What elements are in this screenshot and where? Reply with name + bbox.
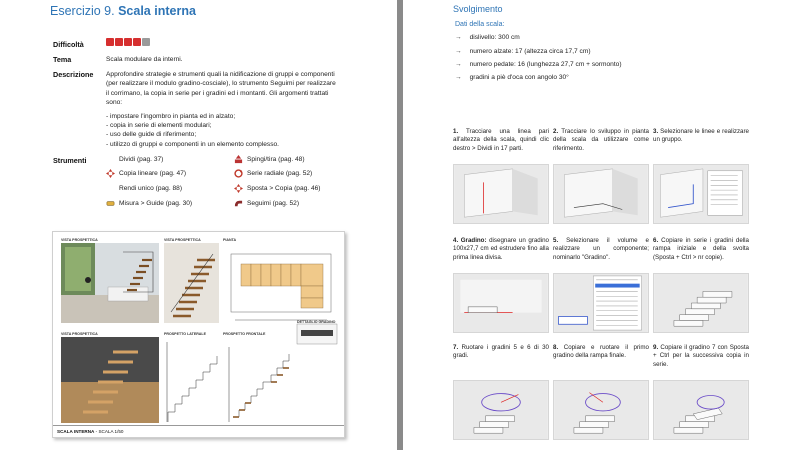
- descrizione-text: [106, 70, 366, 149]
- step-description: Selezionare le linee e realizzare un gruppo.: [653, 128, 749, 144]
- step-text: [653, 237, 749, 273]
- tool-label: Serie radiale (pag. 52): [247, 170, 313, 177]
- divide-icon: [106, 155, 115, 164]
- tema-label: Tema: [53, 55, 72, 64]
- difficulty-icon: [124, 38, 132, 46]
- descrizione-line: sono:: [106, 99, 123, 107]
- panel-label: PROSPETTO FRONTALE: [223, 332, 266, 336]
- step-text: [553, 344, 649, 380]
- tool-label: Seguimi (pag. 52): [247, 200, 300, 207]
- step-number: 8.: [553, 344, 559, 351]
- drawing-footer: [53, 425, 344, 437]
- rotate-icon: [234, 169, 243, 178]
- descrizione-line: il corrimano, la copia in serie per i gradini ed i montanti. Gli argomenti trattati: [106, 89, 329, 97]
- step-number: 9.: [653, 344, 659, 351]
- panel-label: DETTAGLIO GRADINO: [297, 320, 336, 324]
- step-description: Copiare e ruotare il primo gradino della rampa finale.: [553, 344, 649, 360]
- tool-dividi: [106, 155, 163, 164]
- step-8: [553, 344, 649, 440]
- right-page: [403, 0, 800, 450]
- make-unique-icon: [106, 184, 115, 193]
- tool-label: Dividi (pag. 37): [119, 156, 164, 163]
- drawing-artwork: [53, 232, 346, 426]
- tool-rendi-unico: [106, 184, 182, 193]
- step-number: 7.: [453, 344, 459, 351]
- tool-label: Spingi/tira (pag. 48): [247, 156, 305, 163]
- step-text: [553, 237, 649, 273]
- tool-label: Misura > Guide (pag. 30): [119, 200, 193, 207]
- drawing-footer-title: SCALA INTERNA: [57, 429, 95, 434]
- step-text: [553, 128, 649, 164]
- descrizione-line: - impostare l'ingombro in pianta ed in alzato;: [106, 112, 236, 120]
- step-screenshot: [453, 380, 549, 440]
- stair-drawing-sheet: [52, 231, 345, 438]
- exercise-title: [50, 4, 196, 18]
- exercise-number: Esercizio 9.: [50, 4, 115, 18]
- tool-label: Sposta > Copia (pag. 46): [247, 185, 321, 192]
- data-text: numero alzate: 17 (altezza circa 17,7 cm): [469, 48, 591, 55]
- difficulty-icon: [133, 38, 141, 46]
- step-description: Copiare in serie i gradini della rampa iniziale e della svolta (Sposta + Ctrl > nr copie).: [653, 237, 749, 261]
- step-text: [453, 128, 549, 164]
- step-description: Tracciare lo sviluppo in pianta della scala da utilizzare come riferimento.: [553, 128, 649, 152]
- tema-text: Scala modulare da interni.: [106, 56, 183, 63]
- step-screenshot: [653, 164, 749, 224]
- step-1: [453, 128, 549, 224]
- difficulty-icon: [115, 38, 123, 46]
- panel-label: VISTA PROSPETTICA: [61, 238, 98, 242]
- svolgimento-title: Svolgimento: [453, 4, 503, 14]
- step-5: [553, 237, 649, 333]
- step-number: 2.: [553, 128, 559, 135]
- strumenti-label: Strumenti: [53, 156, 87, 165]
- panel-label: VISTA PROSPETTICA: [61, 332, 98, 336]
- data-line: [455, 48, 591, 55]
- tool-sposta-copia: [234, 184, 321, 193]
- exercise-name: Scala interna: [118, 4, 196, 18]
- step-screenshot: [653, 380, 749, 440]
- step-text: [653, 128, 749, 164]
- dati-label: Dati della scala:: [455, 21, 505, 28]
- data-text: gradini a piè d'oca con angolo 30°: [469, 74, 569, 81]
- step-screenshot: [553, 273, 649, 333]
- tool-seguimi: [234, 199, 299, 208]
- arrow-icon: →: [455, 74, 462, 81]
- step-7: [453, 344, 549, 440]
- data-line: [455, 34, 520, 41]
- descrizione-line: - uso delle guide di riferimento;: [106, 131, 197, 139]
- step-text: [453, 237, 549, 273]
- step-screenshot: [453, 164, 549, 224]
- arrow-icon: →: [455, 48, 462, 55]
- difficulty-icon: [106, 38, 114, 46]
- data-text: dislivello: 300 cm: [469, 34, 520, 41]
- difficulty-icon-empty: [142, 38, 150, 46]
- panel-label: PROSPETTO LATERALE: [164, 332, 206, 336]
- step-description: Tracciare una linea pari all'altezza della scala, quindi clic destro > Dividi in 17 parti.: [453, 128, 549, 152]
- arrow-icon: →: [455, 34, 462, 41]
- step-screenshot: [553, 164, 649, 224]
- difficolta-label: Difficoltà: [53, 40, 84, 49]
- step-screenshot: [453, 273, 549, 333]
- data-line: [455, 61, 622, 68]
- step-description: Selezionare il volume e realizzare un componente; nominarlo "Gradino".: [553, 237, 649, 261]
- drawing-footer-scale: - SCALA 1/50: [94, 429, 124, 434]
- tool-serie-radiale: [234, 169, 312, 178]
- step-4: [453, 237, 549, 333]
- descrizione-label: Descrizione: [53, 70, 94, 79]
- step-description: disegnare un gradino 100x27,7 cm ed estrudere fino alla prima linea divisa.: [453, 237, 549, 261]
- data-line: [455, 74, 569, 81]
- move-icon: [234, 184, 243, 193]
- tape-measure-icon: [106, 199, 115, 208]
- tool-spingi-tira: [234, 155, 305, 164]
- tool-label: Copia lineare (pag. 47): [119, 170, 187, 177]
- step-number: 3.: [653, 128, 659, 135]
- move-icon: [106, 169, 115, 178]
- step-9: [653, 344, 749, 440]
- push-pull-icon: [234, 155, 243, 164]
- descrizione-line: - copia in serie di elementi modulari;: [106, 122, 212, 130]
- data-text: numero pedate: 16 (lunghezza 27,7 cm + sormonto): [469, 61, 622, 68]
- step-number: 4. Gradino:: [453, 237, 487, 244]
- descrizione-line: - utilizzo di gruppi e componenti in un elemento complesso.: [106, 140, 279, 148]
- tool-copia-lineare: [106, 169, 186, 178]
- step-text: [653, 344, 749, 380]
- arrow-icon: →: [455, 61, 462, 68]
- difficulty-rating: [106, 38, 150, 46]
- step-number: 5.: [553, 237, 559, 244]
- panel-label: PIANTA: [223, 238, 237, 242]
- tool-misura: [106, 199, 192, 208]
- step-description: Copiare il gradino 7 con Sposta + Ctrl per la successiva copia in serie.: [653, 344, 749, 368]
- tool-label: Rendi unico (pag. 88): [119, 185, 183, 192]
- left-page: [0, 0, 397, 450]
- step-2: [553, 128, 649, 224]
- panel-label: VISTA PROSPETTICA: [164, 238, 201, 242]
- step-6: [653, 237, 749, 333]
- step-number: 1.: [453, 128, 459, 135]
- descrizione-line: (per realizzare il modulo gradino-cosciale), lo strumento Seguimi per realizzare: [106, 80, 336, 88]
- step-screenshot: [553, 380, 649, 440]
- follow-me-icon: [234, 199, 243, 208]
- descrizione-line: Approfondire strategie e strumenti quali la nidificazione di gruppi e componenti: [106, 71, 335, 78]
- step-number: 6.: [653, 237, 659, 244]
- step-screenshot: [653, 273, 749, 333]
- step-3: [653, 128, 749, 224]
- step-description: Ruotare i gradini 5 e 6 di 30 gradi.: [453, 344, 549, 360]
- step-text: [453, 344, 549, 380]
